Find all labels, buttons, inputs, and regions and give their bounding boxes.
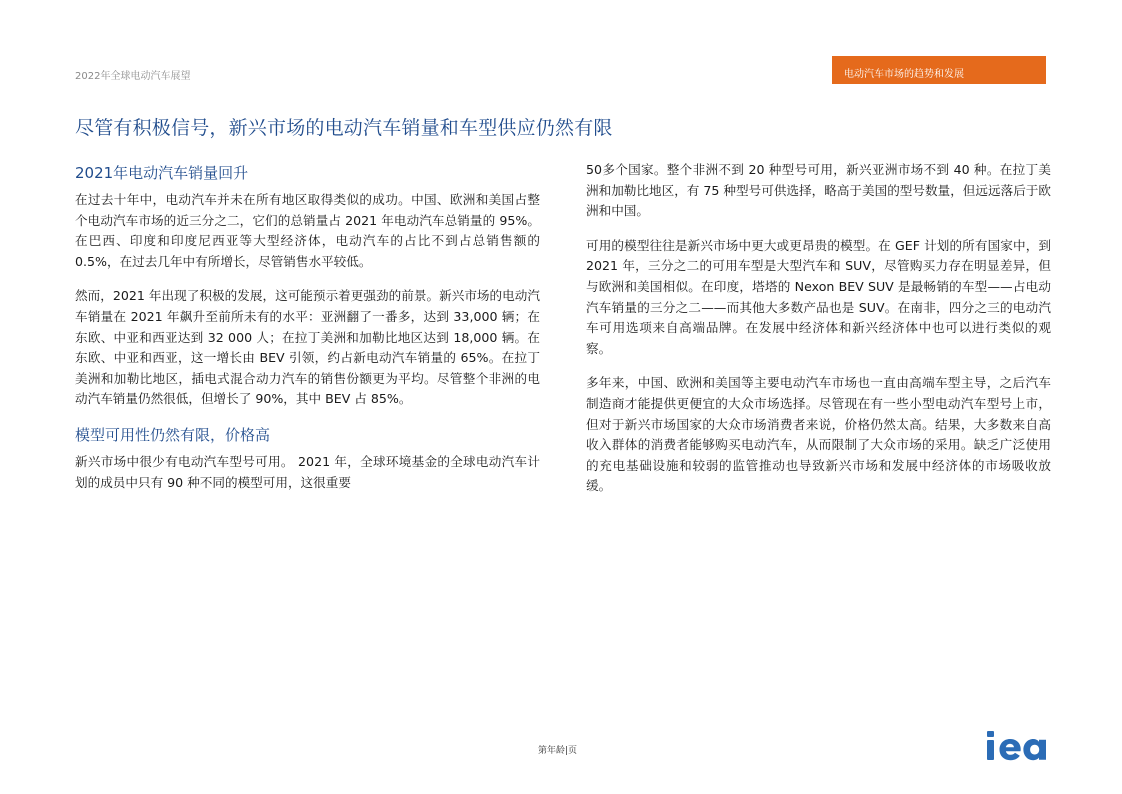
left-column [75,162,540,507]
section-heading-availability: 模型可用性仍然有限，价格高 [75,425,271,444]
page-number: 第年龄|页 [538,746,578,756]
paragraph: 新兴市场中很少有电动汽车型号可用。 2021 年，全球环境基金的全球电动汽车计划的成员中只有 90 种不同的模型可用，这很重要 [75,453,540,490]
iea-logo-icon [986,728,1048,762]
section-tab [832,56,1046,84]
section-tab-label: 电动汽车市场的趋势和发展 [844,69,964,80]
paragraph: 50多个国家。整个非洲不到 20 种型号可用，新兴亚洲市场不到 40 种。在拉丁美洲和加勒比地区，有 75 种型号可供选择，略高于美国的型号数量，但远远落后于欧洲和中国。 [586,162,1051,219]
paragraph: 然而，2021 年出现了积极的发展，这可能预示着更强劲的前景。新兴市场的电动汽车销量在 2021 年飙升至前所未有的水平：亚洲翻了一番多，达到 33,000 辆；在东欧、中亚和西亚达到 32 000 人；在拉丁美洲和加勒比地区达到 18,000 辆。在东欧、中亚和西亚，这一增长由 BEV 引领，约占新电动汽车销量的 65%。在拉丁美洲和加勒比地区，插电式混合动力汽车的销售份额更为平均。尽管整个非洲的电动汽车销量仍然很低，但增长了 90%，其中 BEV 占 85%。 [75,288,540,407]
paragraph: 在过去十年中，电动汽车并未在所有地区取得类似的成功。中国、欧洲和美国占整个电动汽车市场的近三分之二，它们的总销量占 2021 年电动汽车总销量的 95%。在巴西、印度和印度尼西亚等大型经济体，电动汽车的占比不到占总销售额的 0.5%，在过去几年中有所增长，尽管销售水平较低。 [75,192,540,269]
paragraph: 多年来，中国、欧洲和美国等主要电动汽车市场也一直由高端车型主导，之后汽车制造商才能提供更便宜的大众市场选择。尽管现在有一些小型电动汽车型号上市，但对于新兴市场国家的大众市场消费者来说，价格仍然太高。结果，大多数来自高收入群体的消费者能够购买电动汽车，从而限制了大众市场的采用。缺乏广泛使用的充电基础设施和较弱的监管推动也导致新兴市场和发展中经济体的市场吸收放缓。 [586,375,1051,494]
running-header-title: 2022年全球电动汽车展望 [75,71,191,82]
section-heading-sales: 2021年电动汽车销量回升 [75,164,249,182]
page-title: 尽管有积极信号，新兴市场的电动汽车销量和车型供应仍然有限 [75,117,613,139]
paragraph: 可用的模型往往是新兴市场中更大或更昂贵的模型。在 GEF 计划的所有国家中，到 2021 年，三分之二的可用车型是大型汽车和 SUV，尽管购买力存在明显差异，但与欧洲和美国相似。在印度，塔塔的 Nexon BEV SUV 是最畅销的车型——占电动汽车销量的三分之二——而其他大多数产品也是 SUV。在南非，四分之三的电动汽车可用选项来自高端品牌。在发展中经济体和新兴经济体中也可以进行类似的观察。 [586,237,1051,356]
right-column [586,160,1051,511]
